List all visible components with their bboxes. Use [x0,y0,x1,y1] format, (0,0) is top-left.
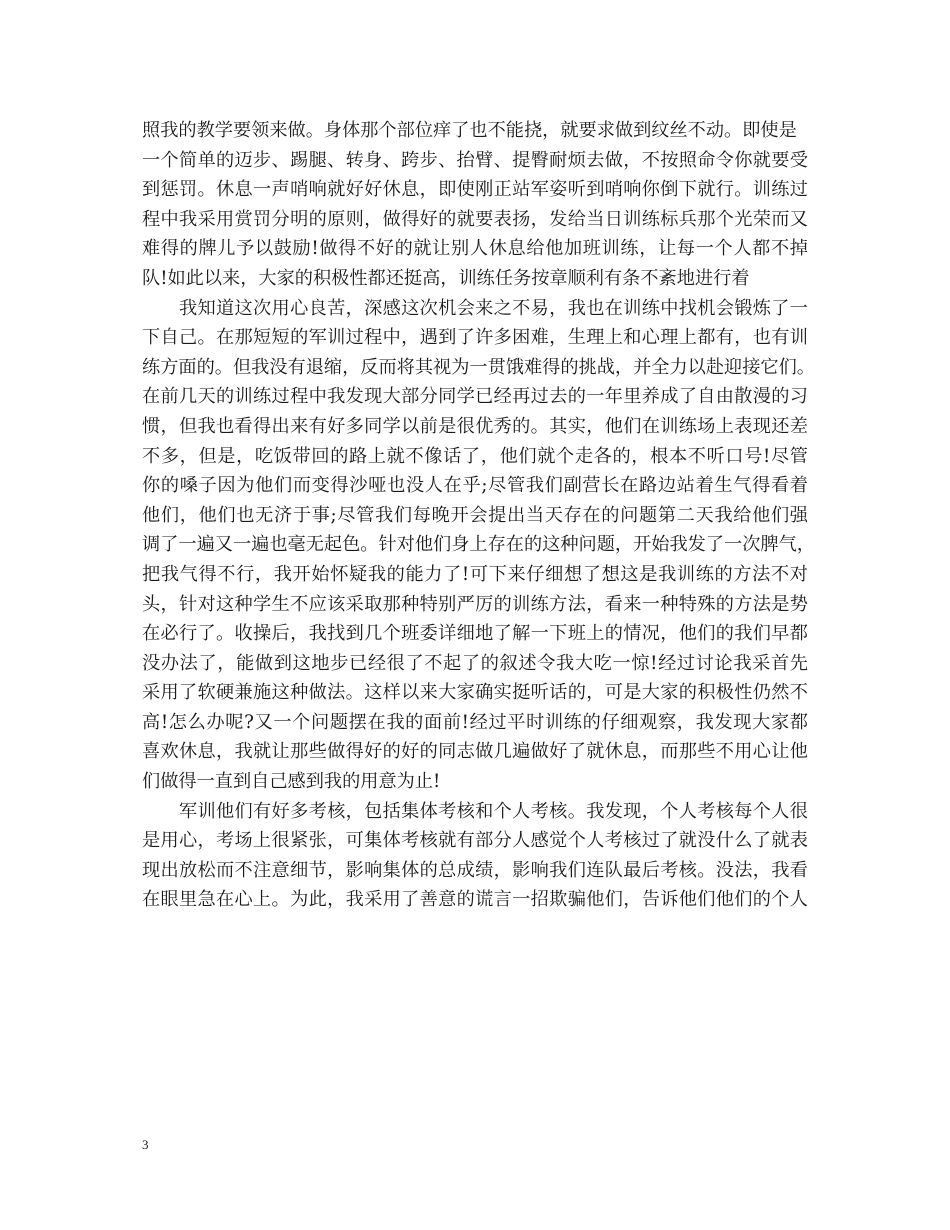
text-line: 调了一遍又一遍也毫无起色。针对他们身上存在的这种问题，开始我发了一次脾气， [142,534,815,556]
text-line: 军训他们有好多考核，包括集体考核和个人考核。我发现，个人考核每个人很 [142,800,808,822]
text-line: 我知道这次用心良苦，深感这次机会来之不易，我也在训练中找机会锻炼了一 [142,297,808,319]
text-line: 难得的牌儿予以鼓励!做得不好的就让别人休息给他加班训练，让每一个人都不掉 [142,238,808,260]
text-line: 没办法了，能做到这地步已经很了不起了的叙述令我大吃一惊!经过讨论我采首先 [142,652,808,674]
text-line: 不多，但是，吃饭带回的路上就不像话了，他们就个走各的，根本不听口号!尽管 [142,445,808,467]
text-line: 在前几天的训练过程中我发现大部分同学已经再过去的一年里养成了自由散漫的习 [142,386,808,408]
text-line: 是用心，考场上很紧张，可集体考核就有部分人感觉个人考核过了就没什么了就表 [142,830,808,852]
text-line: 程中我采用赏罚分明的原则，做得好的就要表扬，发给当日训练标兵那个光荣而又 [142,208,808,230]
page-number: 3 [142,1137,149,1152]
text-line: 在必行了。收操后，我找到几个班委详细地了解一下班上的情况，他们的我们早都 [142,623,808,645]
text-line: 高!怎么办呢?又一个问题摆在我的面前!经过平时训练的仔细观察，我发现大家都 [142,711,808,733]
text-line: 练方面的。但我没有退缩，反而将其视为一贯饿难得的挑战，并全力以赴迎接它们。 [142,356,815,378]
text-line: 在眼里急在心上。为此，我采用了善意的谎言一招欺骗他们，告诉他们他们的个人 [142,889,808,911]
text-line: 们做得一直到自己感到我的用意为止! [142,771,441,793]
text-line: 采用了软硬兼施这种做法。这样以来大家确实挺听话的，可是大家的积极性仍然不 [142,682,808,704]
text-line: 惯，但我也看得出来有好多同学以前是很优秀的。其实，他们在训练场上表现还差 [142,415,808,437]
text-line: 队!如此以来，大家的积极性都还挺高，训练任务按章顺利有条不紊地进行着 [142,267,750,289]
text-line: 把我气得不行，我开始怀疑我的能力了!可下来仔细想了想这是我训练的方法不对 [142,563,808,585]
text-line: 现出放松而不注意细节，影响集体的总成绩，影响我们连队最后考核。没法，我看 [142,859,808,881]
text-line: 头，针对这种学生不应该采取那种特别严厉的训练方法，看来一种特殊的方法是势 [142,593,808,615]
text-line: 喜欢休息，我就让那些做得好的好的同志做几遍做好了就休息，而那些不用心让他 [142,741,808,763]
body-text [142,116,815,915]
text-line: 照我的教学要领来做。身体那个部位痒了也不能挠，就要求做到纹丝不动。即使是 [142,120,797,141]
text-line: 到惩罚。休息一声哨响就好好休息，即使刚正站军姿听到哨响你倒下就行。训练过 [142,179,808,201]
text-line: 下自己。在那短短的军训过程中，遇到了许多困难，生理上和心理上都有，也有训 [142,327,808,349]
text-line: 你的嗓子因为他们而变得沙哑也没人在乎;尽管我们副营长在路边站着生气得看着 [142,475,808,497]
text-line: 一个简单的迈步、踢腿、转身、跨步、抬臂、提臀耐烦去做，不按照命令你就要受 [142,149,808,171]
text-line: 他们，他们也无济于事;尽管我们每晚开会提出当天存在的问题第二天我给他们强 [142,504,808,526]
